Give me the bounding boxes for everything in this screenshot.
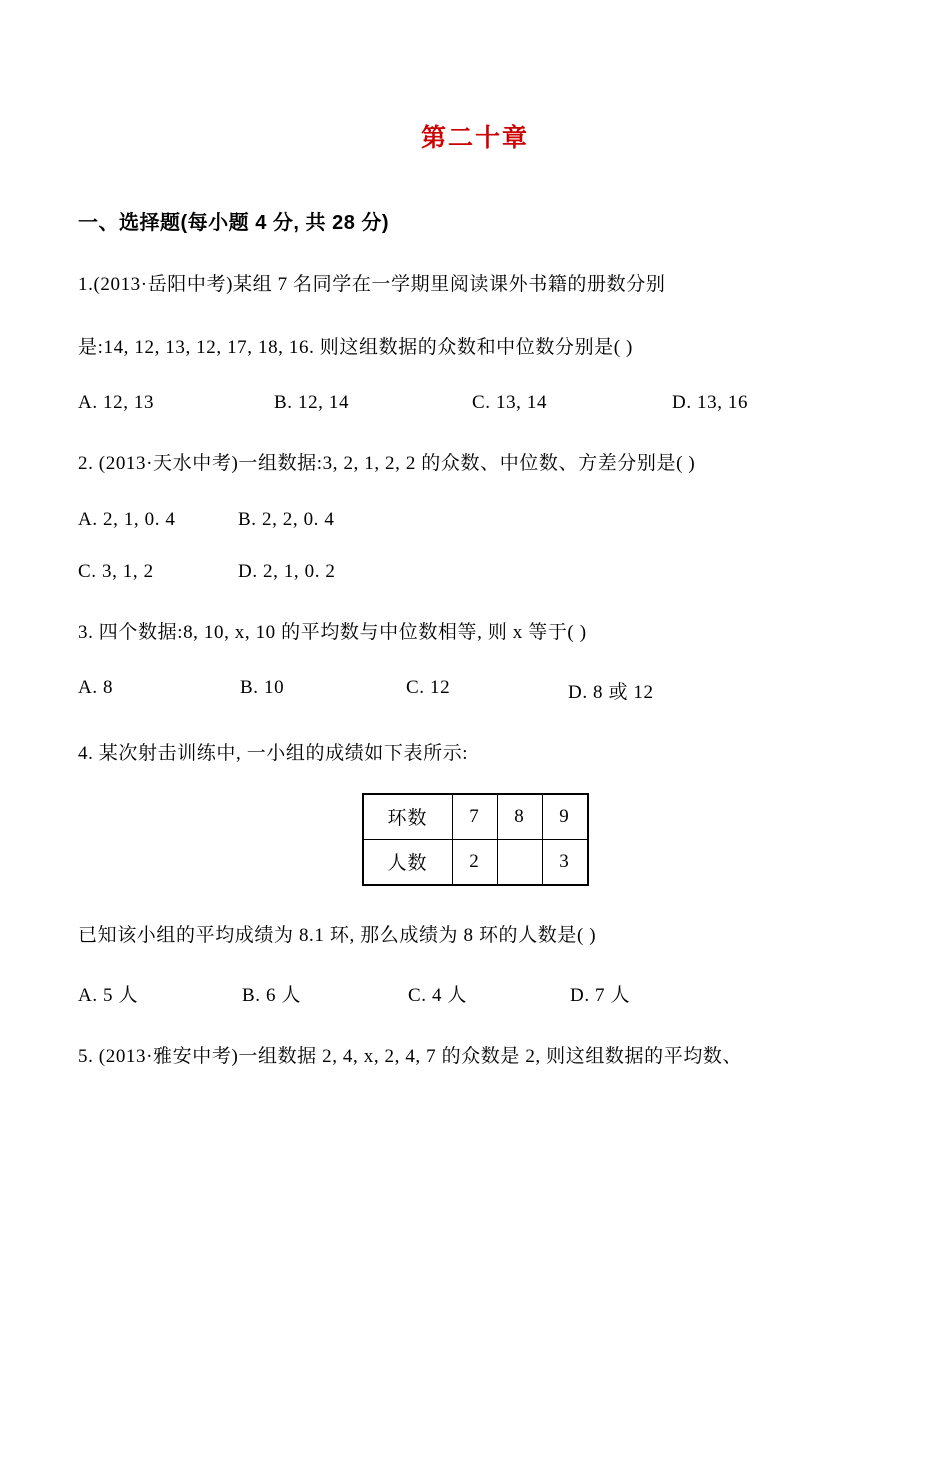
table-row: [363, 794, 588, 840]
table-row-label-rings: 环数: [363, 794, 453, 840]
question-3-line-1: 3. 四个数据:8, 10, x, 10 的平均数与中位数相等, 则 x 等于( ): [78, 621, 587, 643]
score-table: [362, 793, 589, 886]
table-cell-rings-1: 7: [452, 794, 497, 840]
section-heading: 一、选择题(每小题 4 分, 共 28 分): [78, 212, 390, 234]
question-2-option-b: B. 2, 2, 0. 4: [238, 508, 335, 530]
question-1-option-c: C. 13, 14: [472, 392, 548, 413]
table-cell-rings-3: 9: [542, 794, 588, 840]
question-1-option-d: D. 13, 16: [672, 392, 749, 413]
page-title: 第二十章: [420, 124, 529, 152]
question-4-options: [78, 980, 872, 1007]
question-3-option-a: A. 8: [78, 677, 114, 698]
question-4-line-2: 已知该小组的平均成绩为 8.1 环, 那么成绩为 8 环的人数是( ): [78, 924, 597, 946]
question-3-options: [78, 677, 872, 704]
question-1-options: [78, 392, 872, 414]
question-2-option-c: C. 3, 1, 2: [78, 560, 154, 582]
question-2-options-row-2: [78, 561, 872, 583]
question-2-options-row-1: [78, 509, 872, 531]
question-2-option-d: D. 2, 1, 0. 2: [238, 560, 336, 582]
question-2-line-1: 2. (2013·天水中考)一组数据:3, 2, 1, 2, 2 的众数、中位数、方差分别是( ): [78, 453, 696, 474]
question-1-line-2: 是:14, 12, 13, 12, 17, 18, 16. 则这组数据的众数和中位数分别是( ): [78, 336, 633, 358]
question-3-option-d: D. 8 或 12: [568, 682, 654, 703]
question-4-option-d: D. 7 人: [570, 985, 631, 1006]
question-5-line-1: 5. (2013·雅安中考)一组数据 2, 4, x, 2, 4, 7 的众数是 2, 则这组数据的平均数、: [78, 1046, 743, 1067]
question-2-option-a: A. 2, 1, 0. 4: [78, 508, 176, 530]
question-1-option-b: B. 12, 14: [274, 392, 350, 413]
table-row-label-people: 人数: [363, 839, 453, 885]
score-table-wrapper: [78, 793, 872, 886]
table-row: [363, 839, 588, 885]
document-page: [0, 118, 950, 1462]
question-3-option-b: B. 10: [240, 677, 285, 698]
question-1-line-1: 1.(2013·岳阳中考)某组 7 名同学在一学期里阅读课外书籍的册数分别: [78, 274, 666, 295]
question-1-option-a: A. 12, 13: [78, 392, 155, 413]
question-4-line-1: 4. 某次射击训练中, 一小组的成绩如下表所示:: [78, 743, 469, 764]
question-4-option-c: C. 4 人: [408, 985, 468, 1006]
table-cell-people-3: 3: [542, 839, 588, 885]
table-cell-rings-2: 8: [497, 794, 542, 840]
question-3-option-c: C. 12: [406, 677, 451, 698]
question-4-option-a: A. 5 人: [78, 985, 139, 1006]
question-4-option-b: B. 6 人: [242, 985, 302, 1006]
table-cell-people-2: [497, 839, 542, 885]
table-cell-people-1: 2: [452, 839, 497, 885]
